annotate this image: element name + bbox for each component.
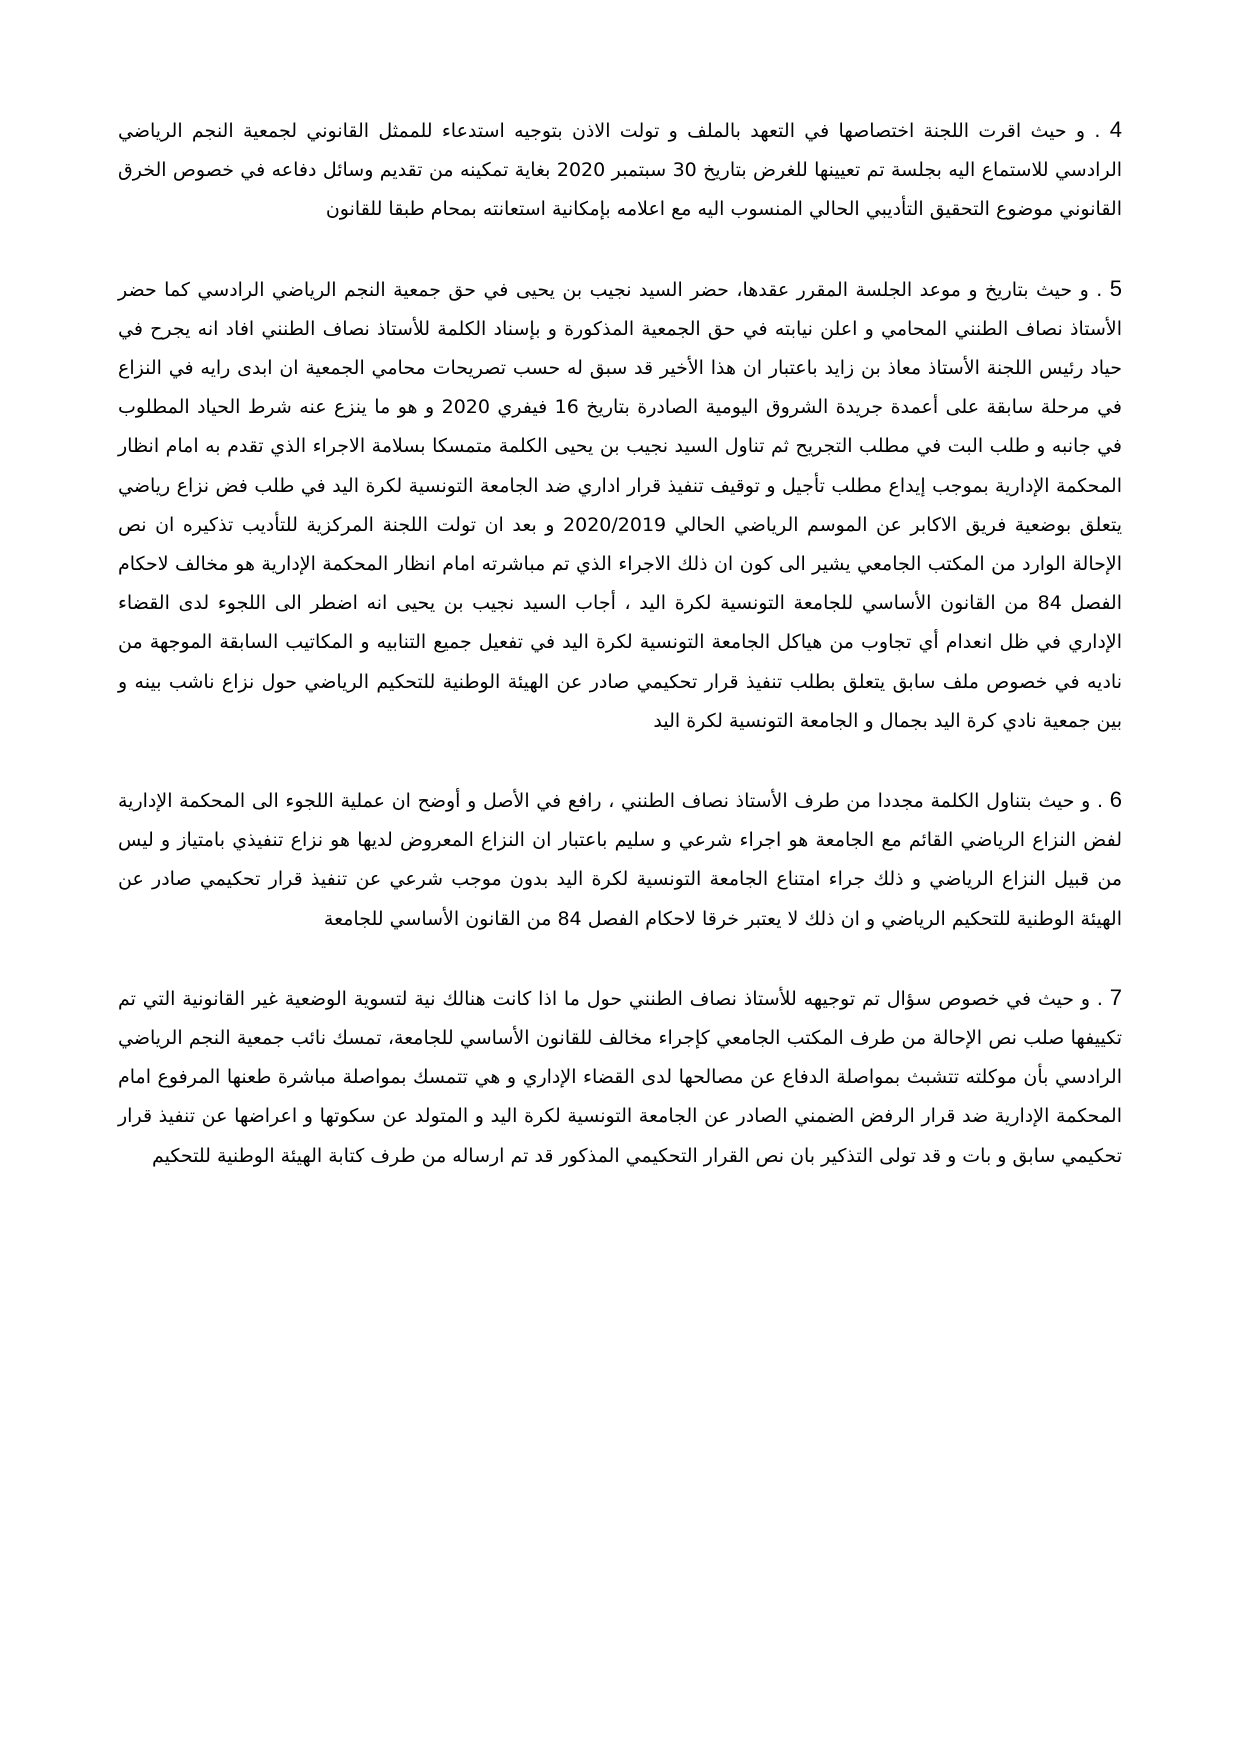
paragraph-text: و حيث اقرت اللجنة اختصاصها في التعهد بالملف و تولت الاذن بتوجيه استدعاء للممثل القانوني لجمعية النجم الرياضي الرادسي للاستماع اليه بجلسة تم تعيينها للغرض بتاريخ 30 سبتمبر 2020 بغاية تمكينه من تقديم وسائل دفاعه في خصوص الخرق القانوني موضوع التحقيق التأديبي الحالي المنسوب اليه مع اعلامه بإمكانية استعانته بمحام طبقا للقانون xyxy=(118,120,1123,221)
paragraph-text: و حيث بتناول الكلمة مجددا من طرف الأستاذ نصاف الطنني ، رافع في الأصل و أوضح ان عملية اللجوء الى المحكمة الإدارية لفض النزاع الرياضي القائم مع الجامعة هو اجراء شرعي و سليم باعتبار ان النزاع المعروض لديها هو نزاع تنفيذي بامتياز و ليس من قبيل النزاع الرياضي و ذلك جراء امتناع الجامعة التونسية لكرة اليد بدون موجب شرعي عن تنفيذ قرار تحكيمي صادر عن الهيئة الوطنية للتحكيم الرياضي و ان ذلك لا يعتبر خرقا لاحكام الفصل 84 من القانون الأساسي للجامعة xyxy=(118,790,1122,930)
paragraph-separator: . xyxy=(1090,987,1110,1010)
paragraph-4 xyxy=(118,110,1122,230)
document-page xyxy=(118,110,1122,1215)
paragraph-number: 4 xyxy=(1109,117,1122,142)
paragraph-number: 6 xyxy=(1109,787,1122,813)
paragraph-text: و حيث في خصوص سؤال تم توجيهه للأستاذ نصاف الطنني حول ما اذا كانت هنالك نية لتسوية الوضعية غير القانونية التي تم تكييفها صلب نص الإحالة من طرف المكتب الجامعي كإجراء مخالف للقانون الأساسي للجامعة، تمسك نائب جمعية النجم الرياضي الرادسي بأن موكلته تتشبث بمواصلة الدفاع عن مصالحها لدى القضاء الإداري و هي تتمسك بمواصلة مباشرة طعنها المرفوع امام المحكمة الإدارية ضد قرار الرفض الضمني الصادر عن الجامعة التونسية لكرة اليد و المتولد عن سكوتها و اعراضها عن تنفيذ قرار تحكيمي سابق و بات و قد تولى التذكير بان نص القرار التحكيمي المذكور قد تم ارساله من طرف كتابة الهيئة الوطنية للتحكيم xyxy=(118,987,1122,1167)
paragraph-separator: . xyxy=(1085,120,1110,142)
paragraph-7 xyxy=(118,978,1122,1176)
paragraph-number: 7 xyxy=(1109,984,1122,1010)
paragraph-separator: . xyxy=(1088,278,1110,301)
paragraph-separator: . xyxy=(1090,790,1110,813)
paragraph-6 xyxy=(118,780,1122,939)
paragraph-number: 5 xyxy=(1109,275,1122,301)
paragraph-text: و حيث بتاريخ و موعد الجلسة المقرر عقدها، حضر السيد نجيب بن يحيى في حق جمعية النجم الرياضي الرادسي كما حضر الأستاذ نصاف الطنني المحامي و اعلن نيابته في حق الجمعية المذكورة و بإسناد الكلمة للأستاذ نصاف الطنني افاد انه يجرح في حياد رئيس اللجنة الأستاذ معاذ بن زايد باعتبار ان هذا الأخير قد سبق له حسب تصريحات محامي الجمعية ان ابدى رايه في النزاع في مرحلة سابقة على أعمدة جريدة الشروق اليومية الصادرة بتاريخ 16 فيفري 2020 و هو ما ينزع عنه شرط الحياد المطلوب في جانبه و طلب البت في مطلب التجريح ثم تناول السيد نجيب بن يحيى الكلمة متمسكا بسلامة الاجراء الذي تقدم به امام انظار المحكمة الإدارية بموجب إيداع مطلب تأجيل و توقيف تنفيذ قرار اداري ضد الجامعة التونسية لكرة اليد في طلب فض نزاع رياضي يتعلق بوضعية فريق الاكابر عن الموسم الرياضي الحالي 2020/2019 و بعد ان تولت اللجنة المركزية للتأديب تذكيره ان نص الإحالة الوارد من المكتب الجامعي يشير الى كون ان ذلك الاجراء الذي تم مباشرته امام انظار المحكمة الإدارية هو مخالف لاحكام الفصل 84 من القانون الأساسي للجامعة التونسية لكرة اليد ، أجاب السيد نجيب بن يحيى انه اضطر الى اللجوء لدى القضاء الإداري في ظل انعدام أي تجاوب من هياكل الجامعة التونسية لكرة اليد في تفعيل جميع التنابيه و المكاتيب السابقة الموجهة من ناديه في خصوص ملف سابق يتعلق بطلب تنفيذ قرار تحكيمي صادر عن الهيئة الوطنية للتحكيم الرياضي حول نزاع ناشب بينه و بين جمعية نادي كرة اليد بجمال و الجامعة التونسية لكرة اليد xyxy=(118,278,1123,732)
paragraph-5 xyxy=(118,269,1122,741)
